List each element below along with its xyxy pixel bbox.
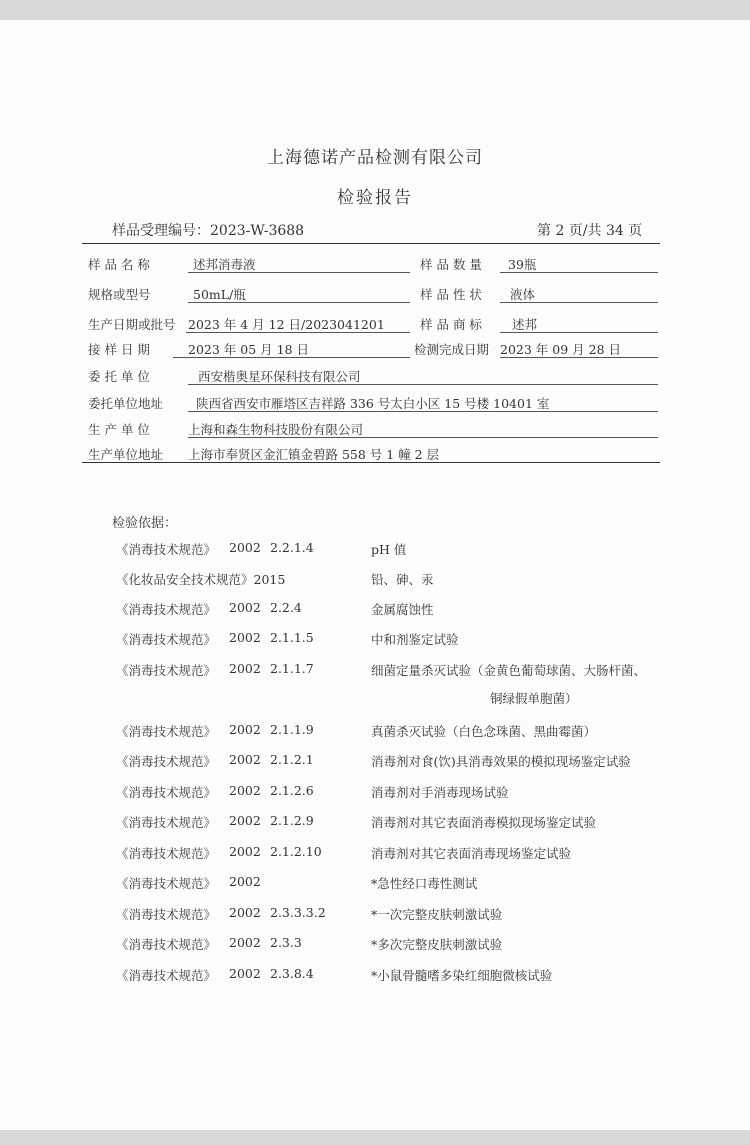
basis-item: *急性经口毒性测试	[371, 876, 478, 891]
basis-year: 2002	[229, 783, 261, 798]
batch-underline	[186, 332, 410, 333]
basis-year: 2002	[229, 966, 261, 981]
basis-standard: 《消毒技术规范》	[116, 754, 217, 769]
basis-heading: 检验依据：	[112, 516, 178, 531]
sample-number: 样品受理编号：2023-W-3688	[112, 223, 305, 239]
basis-item: *一次完整皮肤刺激试验	[371, 907, 503, 922]
client-label: 委 托 单 位	[88, 369, 150, 384]
basis-row	[116, 783, 676, 801]
complete-date-label: 检测完成日期	[414, 342, 490, 357]
basis-standard: 《消毒技术规范》	[116, 632, 217, 647]
basis-clause: 2.1.1.9	[270, 722, 314, 737]
basis-row	[116, 844, 676, 862]
sample-name-label: 样 品 名 称	[88, 257, 150, 272]
table-bottom-rule	[82, 462, 660, 463]
sample-qty-label: 样 品 数 量	[420, 257, 482, 272]
basis-standard: 《消毒技术规范》	[116, 876, 217, 891]
client-underline	[188, 384, 658, 385]
receive-date-underline	[173, 357, 410, 358]
basis-year: 2002	[229, 540, 261, 555]
basis-standard: 《消毒技术规范》	[116, 846, 217, 861]
maker-label: 生 产 单 位	[88, 422, 150, 437]
basis-row	[116, 661, 676, 679]
basis-row	[116, 600, 676, 618]
info-row-dates	[88, 340, 660, 360]
client-value: 西安楷奥星环保科技有限公司	[198, 369, 361, 384]
client-address-underline	[188, 411, 658, 412]
basis-row	[116, 874, 676, 892]
basis-year: 2002	[229, 935, 261, 950]
report-title: 检验报告	[337, 188, 413, 208]
basis-item: 真菌杀灭试验（白色念珠菌、黑曲霉菌）	[371, 724, 597, 739]
brand-label: 样 品 商 标	[420, 317, 482, 332]
receive-date-value: 2023 年 05 月 18 日	[188, 342, 309, 357]
sample-state-underline	[500, 302, 658, 303]
table-top-rule	[82, 243, 660, 244]
page-number: 第 2 页/共 34 页	[537, 223, 643, 239]
basis-item: *多次完整皮肤刺激试验	[371, 937, 503, 952]
basis-item: 铅、砷、汞	[371, 572, 434, 587]
client-address-label: 委托单位地址	[88, 396, 164, 411]
maker-address-label: 生产单位地址	[88, 447, 164, 462]
top-band	[0, 0, 750, 20]
info-row-maker	[88, 420, 660, 440]
spec-underline	[188, 302, 410, 303]
basis-clause: 2.1.2.6	[270, 783, 314, 798]
basis-year: 2002	[229, 630, 261, 645]
brand-value: 述邦	[512, 317, 538, 332]
basis-year: 2002	[229, 905, 261, 920]
basis-clause: 2.2.1.4	[270, 540, 314, 555]
info-row-spec-state	[88, 285, 660, 305]
basis-item: *小鼠骨髓嗜多染红细胞微核试验	[371, 968, 553, 983]
spec-label: 规格或型号	[88, 287, 151, 302]
sample-name-underline	[188, 272, 410, 273]
basis-item: 金属腐蚀性	[371, 602, 434, 617]
basis-row	[116, 966, 676, 984]
sample-qty-value: 39瓶	[508, 257, 537, 272]
basis-year: 2002	[229, 661, 261, 676]
basis-standard: 《消毒技术规范》	[116, 663, 217, 678]
brand-underline	[500, 332, 658, 333]
basis-row	[116, 752, 676, 770]
basis-row	[116, 905, 676, 923]
basis-item: 细菌定量杀灭试验（金黄色葡萄球菌、大肠杆菌、	[371, 663, 647, 678]
basis-clause: 2.1.2.10	[270, 844, 322, 859]
client-address-value: 陕西省西安市雁塔区吉祥路 336 号太白小区 15 号楼 10401 室	[196, 396, 550, 411]
basis-item: 中和剂鉴定试验	[371, 632, 459, 647]
basis-year: 2002	[229, 752, 261, 767]
complete-date-value: 2023 年 09 月 28 日	[500, 342, 621, 357]
complete-date-underline	[500, 357, 658, 358]
basis-clause: 2.3.3.3.2	[270, 905, 326, 920]
basis-standard: 《消毒技术规范》	[116, 937, 217, 952]
sample-name-value: 述邦消毒液	[193, 257, 256, 272]
basis-row	[116, 570, 676, 588]
basis-year: 2002	[229, 722, 261, 737]
bottom-band	[0, 1130, 750, 1145]
basis-year: 2002	[229, 813, 261, 828]
basis-clause: 2.1.1.5	[270, 630, 314, 645]
basis-year: 2002	[229, 600, 261, 615]
basis-clause: 2.1.1.7	[270, 661, 314, 676]
basis-standard: 《消毒技术规范》	[116, 968, 217, 983]
batch-value: 2023 年 4 月 12 日/2023041201	[188, 317, 385, 332]
info-row-client-address	[88, 394, 660, 414]
receive-date-label: 接 样 日 期	[88, 342, 150, 357]
basis-row	[116, 935, 676, 953]
spec-value: 50mL/瓶	[193, 287, 246, 302]
maker-underline	[188, 437, 658, 438]
basis-item: 消毒剂对其它表面消毒现场鉴定试验	[371, 846, 572, 861]
sample-state-label: 样 品 性 状	[420, 287, 482, 302]
basis-year: 2002	[229, 874, 261, 889]
basis-row	[116, 630, 676, 648]
batch-label: 生产日期或批号	[88, 317, 176, 332]
basis-clause: 2.2.4	[270, 600, 302, 615]
basis-year: 2002	[229, 844, 261, 859]
basis-item: 消毒剂对其它表面消毒模拟现场鉴定试验	[371, 815, 597, 830]
basis-standard: 《消毒技术规范》	[116, 542, 217, 557]
sample-qty-underline	[500, 272, 658, 273]
sample-state-value: 液体	[510, 287, 536, 302]
basis-item: 消毒剂对食(饮)具消毒效果的模拟现场鉴定试验	[371, 754, 631, 769]
basis-clause: 2.3.3	[270, 935, 302, 950]
basis-clause: 2.1.2.9	[270, 813, 314, 828]
basis-standard: 《消毒技术规范》	[116, 907, 217, 922]
basis-item: pH 值	[371, 542, 407, 557]
basis-standard: 《消毒技术规范》	[116, 785, 217, 800]
basis-standard: 《化妆品安全技术规范》2015	[116, 572, 286, 587]
basis-item: 消毒剂对手消毒现场试验	[371, 785, 509, 800]
basis-standard: 《消毒技术规范》	[116, 724, 217, 739]
basis-row	[116, 722, 676, 740]
info-row-client	[88, 367, 660, 387]
basis-standard: 《消毒技术规范》	[116, 602, 217, 617]
maker-address-value: 上海市奉贤区金汇镇金碧路 558 号 1 幢 2 层	[188, 447, 440, 462]
maker-value: 上海和森生物科技股份有限公司	[188, 422, 364, 437]
basis-clause: 2.1.2.1	[270, 752, 314, 767]
info-row-name-qty	[88, 255, 660, 275]
basis-clause: 2.3.8.4	[270, 966, 314, 981]
basis-item-continuation: 铜绿假单胞菌）	[490, 691, 578, 706]
basis-standard: 《消毒技术规范》	[116, 815, 217, 830]
info-row-batch-brand	[88, 315, 660, 335]
basis-row	[116, 813, 676, 831]
company-name: 上海德诺产品检测有限公司	[267, 148, 483, 168]
basis-row	[116, 540, 676, 558]
